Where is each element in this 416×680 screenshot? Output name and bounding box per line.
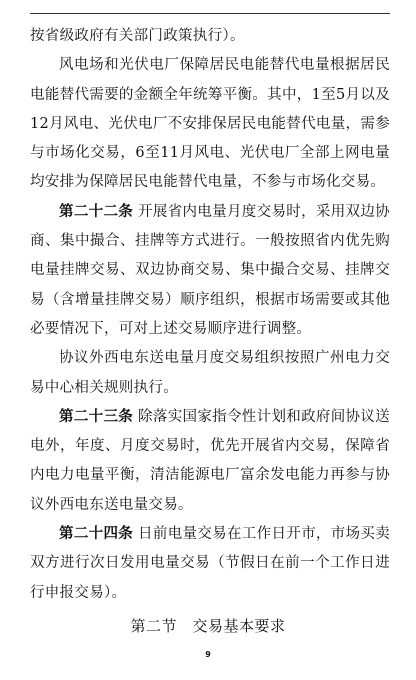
paragraph-continuation [30, 22, 390, 51]
paragraph-text: 除落实国家指令性计划和政府间协议送电外，年度、月度交易时，优先开展省内交易，保障省内电力电量平衡，清洁能源电厂富余发电能力再参与协议外西电东送电量交易。 [30, 408, 390, 513]
article-24 [30, 520, 390, 608]
section-title: 第二节 交易基本要求 [130, 617, 286, 635]
header-rule [30, 13, 390, 14]
article-number: 第二十三条 [59, 408, 134, 425]
article-22 [30, 198, 390, 344]
paragraph-text: 按省级政府有关部门政策执行）。 [30, 28, 245, 44]
article-number: 第二十四条 [59, 526, 134, 543]
paragraph-text: 开展省内电量月度交易时，采用双边协商、集中撮合、挂牌等方式进行。一般按照省内优先购电量挂牌交易、双边协商交易、集中撮合交易、挂牌交易（含增量挂牌交易）顺序组织，根据市场需要或其他必要情况下，可对上述交易顺序进行调整。 [30, 203, 390, 337]
paragraph-text: 协议外西电东送电量月度交易组织按照广州电力交易中心相关规则执行。 [30, 350, 390, 396]
paragraph-text: 风电场和光伏电厂保障居民电能替代电量根据居民电能替代需要的金额全年统筹平衡。其中，1至5月以及12月风电、光伏电厂不安排保居民电能替代电量，需参与市场化交易，6至11月风电、光伏电厂全部上网电量均安排为保障居民电能替代电量，不参与市场化交易。 [30, 57, 390, 191]
paragraph-wind-solar [30, 51, 390, 197]
page-number: 9 [205, 650, 211, 659]
document-body [30, 22, 390, 608]
paragraph-west-east [30, 344, 390, 403]
article-number: 第二十二条 [59, 203, 134, 220]
article-23 [30, 403, 390, 520]
paragraph-text: 日前电量交易在工作日开市，市场买卖双方进行次日发用电量交易（节假日在前一个工作日进行申报交易）。 [30, 526, 390, 601]
